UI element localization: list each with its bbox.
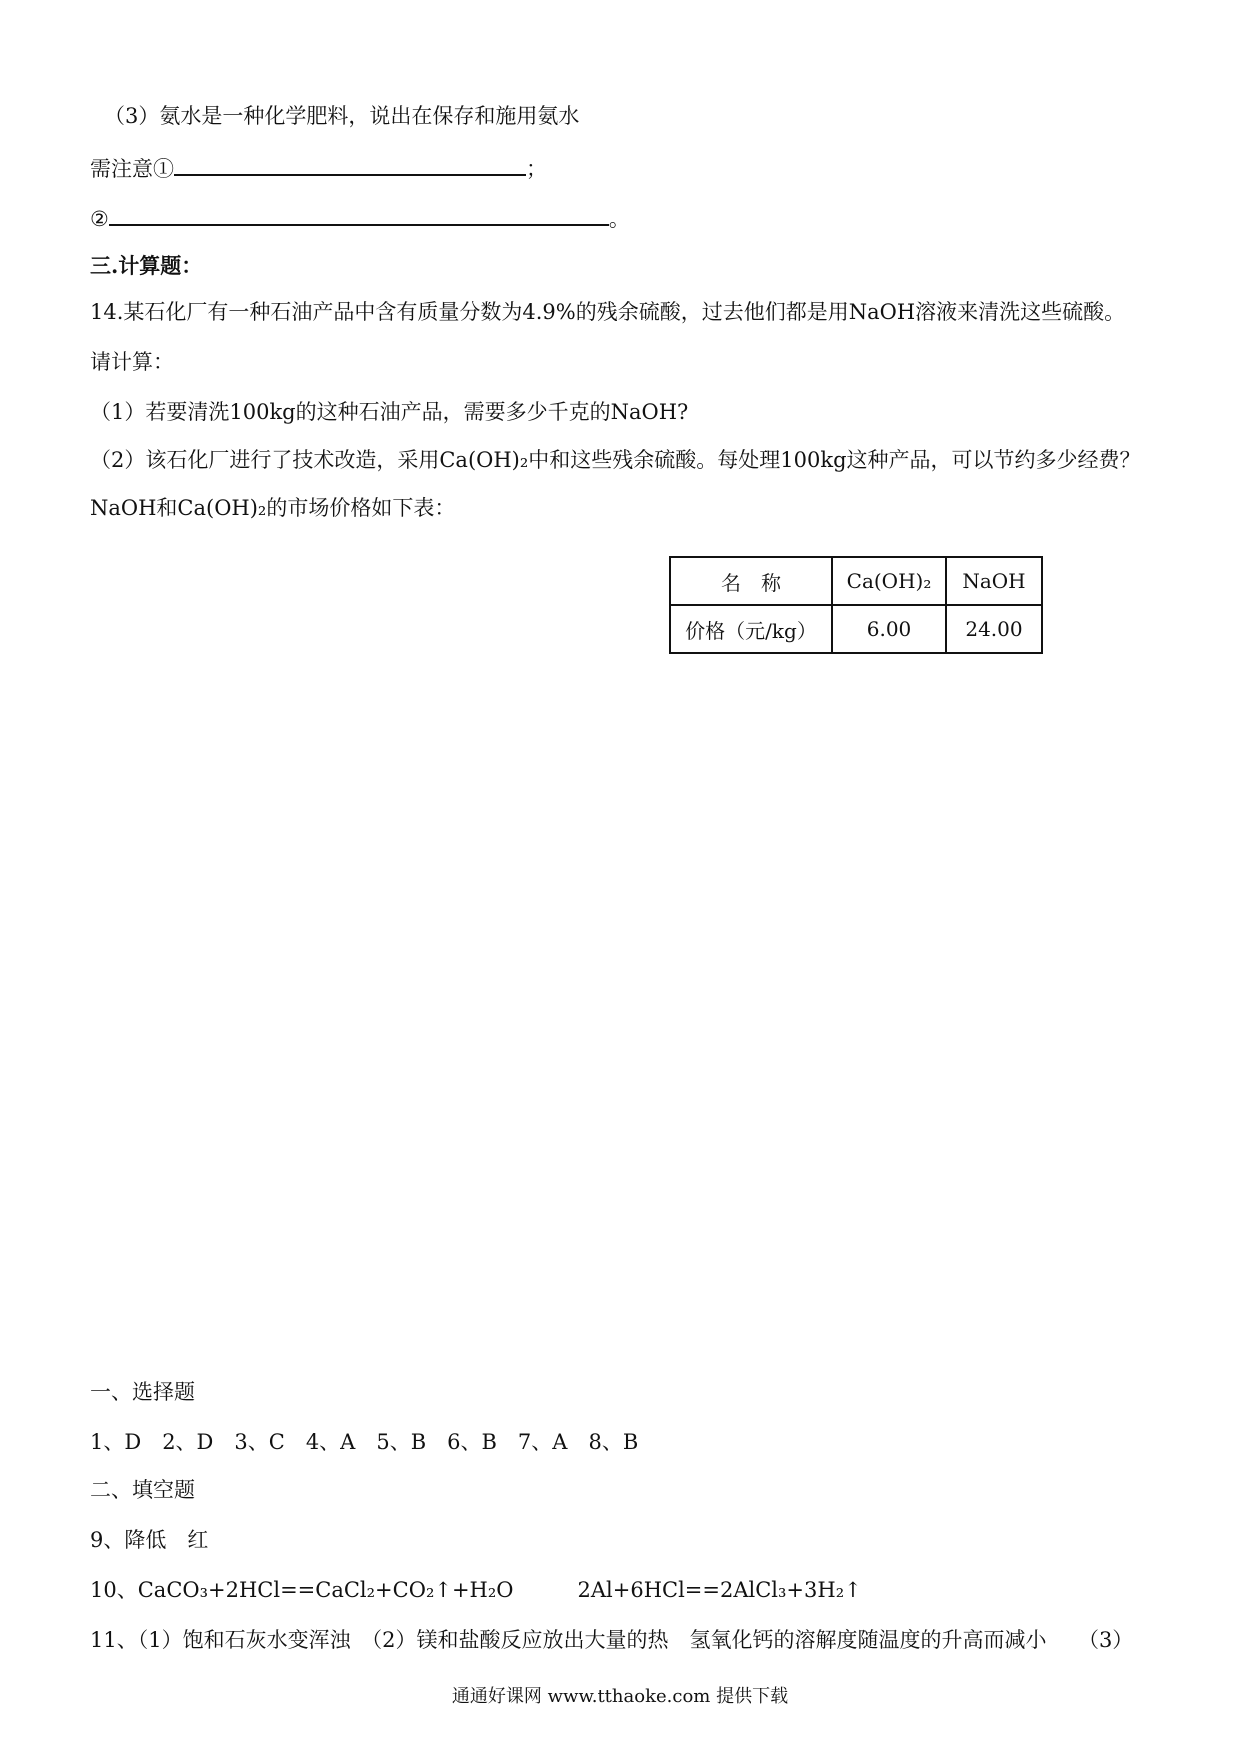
answer-10-equation-2: 2Al+6HCl==2AlCl₃+3H₂↑ (577, 1578, 862, 1602)
answer-10-equation-1: CaCO₃+2HCl==CaCl₂+CO₂↑+H₂O (137, 1578, 514, 1602)
q13-note1-suffix: ； (526, 157, 547, 181)
price-caoh2: 6.00 (832, 605, 946, 653)
price-table-header-row (670, 557, 1042, 605)
page-footer: 通通好课网 www.tthaoke.com 提供下载 (451, 1686, 789, 1707)
section3-heading: 三.计算题： (90, 253, 203, 278)
answer-blank-2[interactable] (109, 202, 609, 226)
q14-part2: （2）该石化厂进行了技术改造，采用Ca(OH)₂中和这些残余硫酸。每处理100kg这种产品，可以节约多少经费？ (90, 448, 1141, 472)
q13-part3-line1: （3）氨水是一种化学肥料，说出在保存和施用氨水 (104, 104, 580, 128)
q13-note2-prefix: ② (90, 207, 109, 231)
header-caoh2: Ca(OH)₂ (832, 557, 946, 605)
answer-11: 11、（1）饱和石灰水变浑浊 （2）镁和盐酸反应放出大量的热 氢氧化钙的溶解度随温度的升高而减小 （3） (90, 1628, 1134, 1652)
header-naoh: NaOH (946, 557, 1042, 605)
q13-note1-prefix: 需注意① (90, 157, 174, 181)
q13-part3-line3 (90, 202, 630, 233)
price-table-row (670, 605, 1042, 653)
q13-note2-suffix: 。 (608, 207, 630, 231)
q13-part3-line2 (90, 152, 547, 183)
price-naoh: 24.00 (946, 605, 1042, 653)
answer-blank-1[interactable] (174, 152, 526, 176)
q14-stem: 14.某石化厂有一种石油产品中含有质量分数为4.9%的残余硫酸，过去他们都是用NaOH溶液来清洗这些硫酸。 (90, 300, 1126, 324)
q14-stem2: 请计算： (90, 350, 174, 374)
answer-9: 9、降低 红 (90, 1528, 209, 1552)
q14-part2b: NaOH和Ca(OH)₂的市场价格如下表： (90, 496, 456, 520)
answers-sec1-line: 1、D 2、D 3、C 4、A 5、B 6、B 7、A 8、B (90, 1430, 639, 1454)
header-name: 名 称 (670, 557, 832, 605)
answers-sec1-title: 一、选择题 (90, 1380, 195, 1404)
answer-10 (90, 1576, 862, 1604)
row-label: 价格（元/kg） (670, 605, 832, 653)
q14-part1: （1）若要清洗100kg的这种石油产品，需要多少千克的NaOH? (90, 400, 689, 424)
answers-sec2-title: 二、填空题 (90, 1478, 195, 1502)
answer-10-label: 10、 (90, 1578, 138, 1602)
price-table (669, 556, 1043, 654)
